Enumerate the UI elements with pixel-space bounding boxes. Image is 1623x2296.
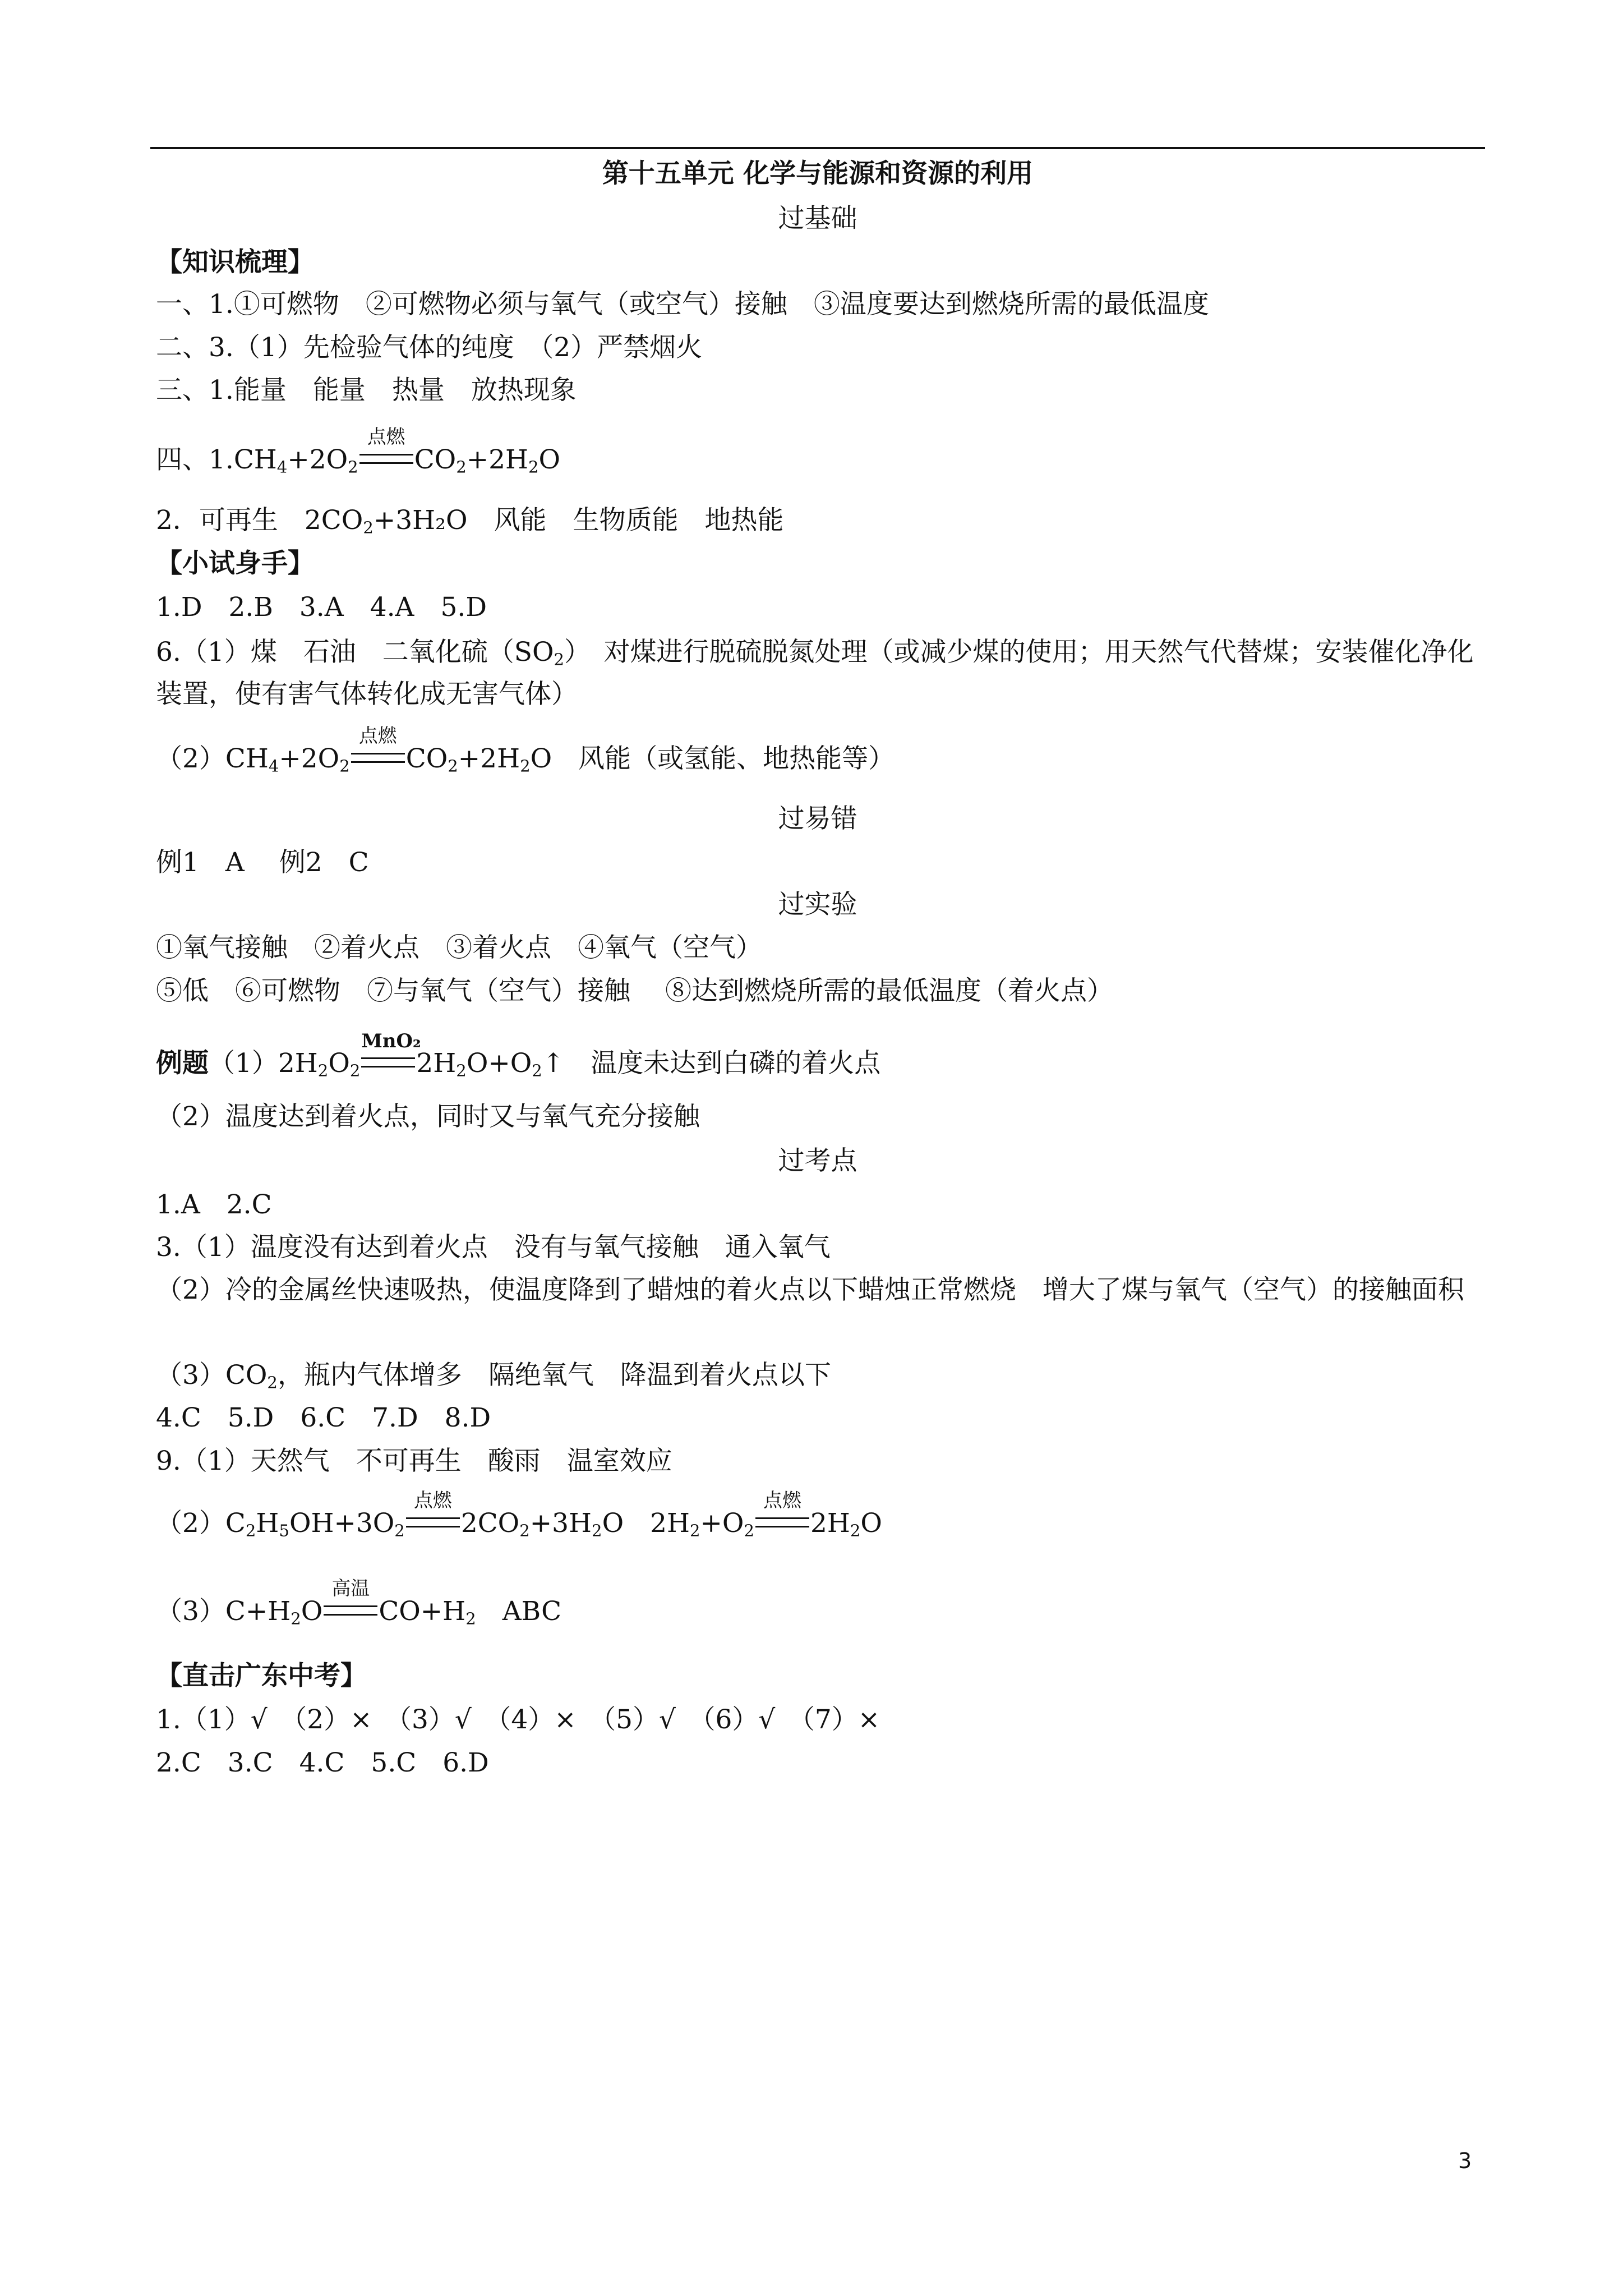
example-line-1 xyxy=(156,1029,881,1080)
subscript: 2 xyxy=(363,518,374,537)
subscript: 2 xyxy=(394,1521,405,1540)
exam-answer-3-1: 3.（1）温度没有达到着火点 没有与氧气接触 通入氧气 xyxy=(156,1232,831,1263)
text-part: CO xyxy=(405,743,448,774)
condition-label: 点燃 xyxy=(367,425,405,448)
exam-answers-1-2: 1.A 2.C xyxy=(156,1189,272,1220)
section-heading-experiment: 过实验 xyxy=(778,889,857,920)
reaction-condition xyxy=(406,1489,460,1539)
subscript: 2 xyxy=(291,1609,301,1628)
guangdong-answer-1: 1.（1）√ （2）× （3）√ （4）× （5）√ （6）√ （7）× xyxy=(156,1704,880,1735)
subscript: 2 xyxy=(744,1521,754,1540)
exam-answer-9-3 xyxy=(156,1577,562,1628)
subscript: 2 xyxy=(532,1061,542,1080)
text-part: O 风能（或氢能、地热能等） xyxy=(530,743,895,774)
experiment-line-1: ①氧气接触 ②着火点 ③着火点 ④氧气（空气） xyxy=(156,932,762,963)
knowledge-line-3: 三、1.能量 能量 热量 放热现象 xyxy=(156,375,577,406)
subheading-knowledge: 【知识梳理】 xyxy=(156,247,314,278)
text-part: CO+H xyxy=(379,1596,466,1627)
quick-test-answers-1-5: 1.D 2.B 3.A 4.A 5.D xyxy=(156,592,487,623)
text-part: O xyxy=(538,444,561,475)
example-label: 例题 xyxy=(156,1048,209,1079)
mistakes-answers: 例1 A 例2 C xyxy=(156,847,369,878)
knowledge-line-2: 二、3.（1）先检验气体的纯度 （2）严禁烟火 xyxy=(156,332,703,363)
subscript: 2 xyxy=(456,1061,467,1080)
section-heading-base: 过基础 xyxy=(778,203,857,234)
condition-label: 点燃 xyxy=(413,1489,452,1511)
subscript: 2 xyxy=(317,1061,329,1080)
guangdong-answers-2-6: 2.C 3.C 4.C 5.C 6.D xyxy=(156,1747,489,1778)
subscript: 2 xyxy=(554,650,565,669)
double-bar-sign xyxy=(361,1057,415,1068)
exam-answer-3-2: （2）冷的金属丝快速吸热，使温度降到了蜡烛的着火点以下蜡烛正常燃烧 增大了煤与氧气（空气）的接触面积 xyxy=(156,1274,1464,1305)
subscript: 2 xyxy=(520,756,531,776)
text-part: （3）C+H xyxy=(156,1596,291,1627)
subscript: 2 xyxy=(689,1521,700,1540)
condition-label: 点燃 xyxy=(763,1489,801,1511)
reaction-condition xyxy=(361,1029,421,1079)
text-part: ABC xyxy=(476,1596,562,1627)
reaction-condition xyxy=(351,724,405,775)
subscript: 2 xyxy=(339,756,350,776)
text-part: ，瓶内气体增多 隔绝氧气 降温到着火点以下 xyxy=(277,1360,831,1391)
reaction-condition xyxy=(324,1577,377,1627)
exam-answer-9-1: 9.（1）天然气 不可再生 酸雨 温室效应 xyxy=(156,1446,672,1476)
text-part: （2）CH xyxy=(156,743,269,774)
text-part: O 2H xyxy=(602,1508,690,1539)
text-part: +3H₂O 风能 生物质能 地热能 xyxy=(373,505,784,536)
text-part: OH+3O xyxy=(289,1508,395,1539)
double-bar-sign xyxy=(324,1605,377,1616)
subscript: 2 xyxy=(528,457,539,477)
text-part: O xyxy=(860,1508,882,1539)
text-part: +2H xyxy=(466,444,528,475)
text-part: CO xyxy=(414,444,457,475)
text-part: +2O xyxy=(287,444,348,475)
text-part: H xyxy=(256,1508,279,1539)
condition-label: 点燃 xyxy=(358,724,397,747)
subheading-quick-test: 【小试身手】 xyxy=(156,548,314,579)
double-bar-sign xyxy=(359,454,413,464)
exam-answers-4-8: 4.C 5.D 6.C 7.D 8.D xyxy=(156,1402,491,1433)
text-part: （2）C xyxy=(156,1508,246,1539)
subscript: 2 xyxy=(519,1521,530,1540)
section-heading-mistakes: 过易错 xyxy=(778,803,857,834)
text-part: 四、1.CH xyxy=(156,444,277,475)
quick-test-answer-6-1 xyxy=(156,631,1485,715)
experiment-line-2: ⑤低 ⑥可燃物 ⑦与氧气（空气）接触 ⑧达到燃烧所需的最低温度（着火点） xyxy=(156,976,1113,1006)
text-part: +3H xyxy=(529,1508,592,1539)
reaction-condition xyxy=(755,1489,809,1539)
knowledge-line-5 xyxy=(156,505,784,536)
subscript: 2 xyxy=(592,1521,602,1540)
subscript: 2 xyxy=(348,457,358,477)
text-part: 2H xyxy=(416,1048,457,1079)
top-rule xyxy=(150,147,1485,149)
text-part: （3）CO xyxy=(156,1360,268,1391)
exam-answer-9-2 xyxy=(156,1489,882,1540)
subscript: 2 xyxy=(267,1373,278,1392)
condition-label: MnO₂ xyxy=(361,1029,421,1052)
double-bar-sign xyxy=(406,1517,460,1527)
quick-test-answer-6-2 xyxy=(156,724,895,776)
text-part: （1）2H xyxy=(209,1048,318,1079)
text-part: +2O xyxy=(279,743,340,774)
subscript: 2 xyxy=(245,1521,256,1540)
subscript: 5 xyxy=(279,1521,289,1540)
subscript: 2 xyxy=(465,1609,476,1628)
text-part: 2H xyxy=(810,1508,850,1539)
text-part: O+O xyxy=(466,1048,532,1079)
text-part: ） 对煤进行脱硫脱氮处理（或减少煤的使用；用天然气代替煤；安装催化净化装置，使有害气体转化成无害气体） xyxy=(156,637,1474,710)
reaction-condition xyxy=(359,425,413,476)
knowledge-line-4-equation xyxy=(156,425,561,477)
text-part: 6.（1）煤 石油 二氧化硫（SO xyxy=(156,637,554,668)
subscript: 4 xyxy=(276,457,288,477)
page-title: 第十五单元 化学与能源和资源的利用 xyxy=(602,158,1034,189)
page-number: 3 xyxy=(1458,2148,1472,2173)
text-part: 2．可再生 2CO xyxy=(156,505,363,536)
double-bar-sign xyxy=(351,753,405,763)
text-part: ↑ 温度未达到白磷的着火点 xyxy=(542,1048,881,1079)
subscript: 2 xyxy=(850,1521,861,1540)
knowledge-line-1: 一、1.①可燃物 ②可燃物必须与氧气（或空气）接触 ③温度要达到燃烧所需的最低温度 xyxy=(156,289,1209,320)
section-heading-exam-points: 过考点 xyxy=(778,1145,857,1176)
subscript: 4 xyxy=(268,756,279,776)
subheading-guangdong-exam: 【直击广东中考】 xyxy=(156,1660,367,1691)
condition-label: 高温 xyxy=(331,1577,370,1599)
text-part: +2H xyxy=(458,743,520,774)
subscript: 2 xyxy=(456,457,467,477)
text-part: +O xyxy=(700,1508,744,1539)
text-part: O xyxy=(328,1048,350,1079)
text-part: 2CO xyxy=(460,1508,520,1539)
text-part: O xyxy=(301,1596,323,1627)
subscript: 2 xyxy=(349,1061,361,1080)
double-bar-sign xyxy=(755,1517,809,1527)
example-line-2: （2）温度达到着火点，同时又与氧气充分接触 xyxy=(156,1101,700,1132)
exam-answer-3-3 xyxy=(156,1360,831,1391)
subscript: 2 xyxy=(448,756,458,776)
